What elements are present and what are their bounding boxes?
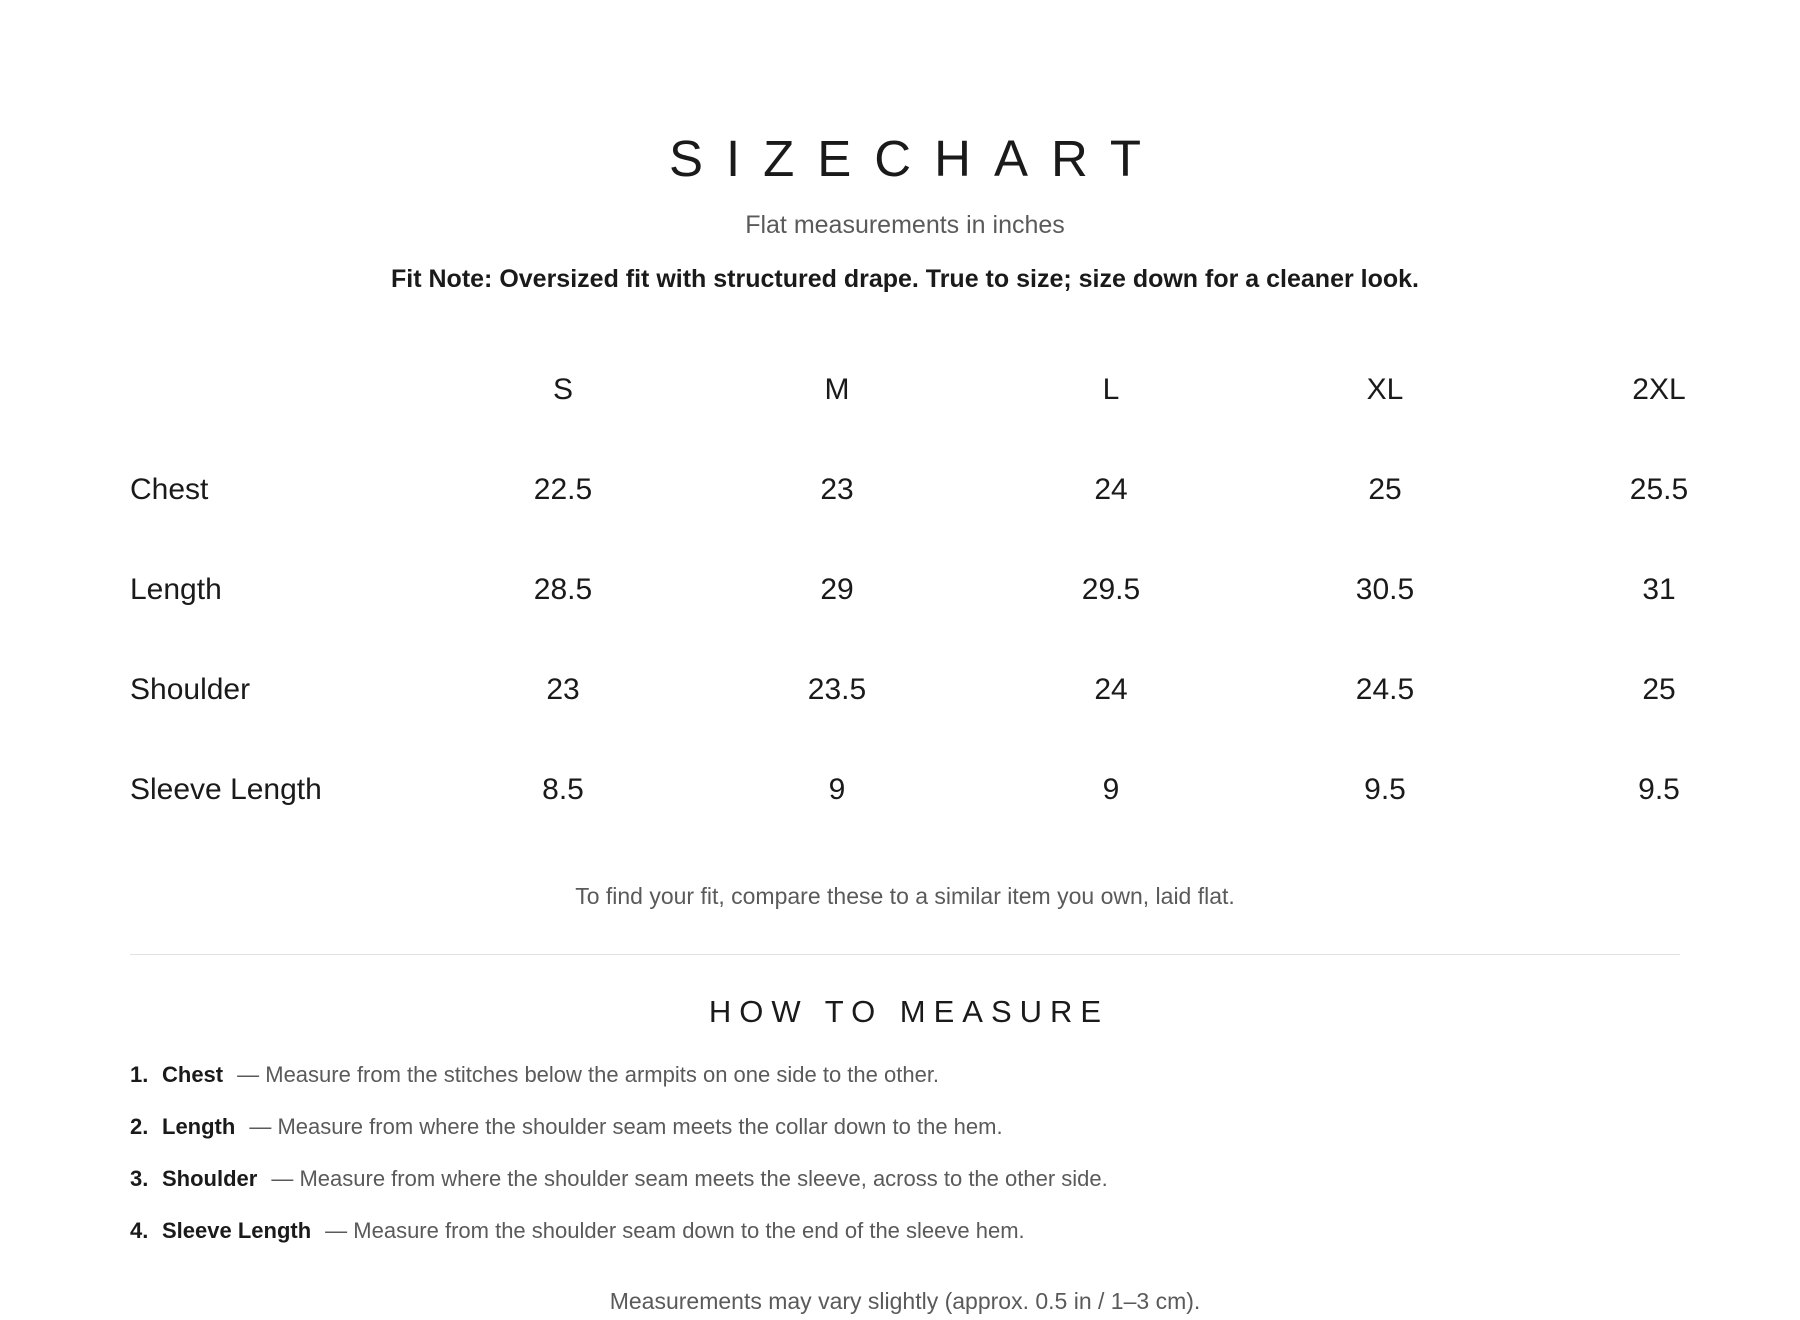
step-description: — Measure from the stitches below the armpits on one side to the other. <box>237 1062 940 1087</box>
table-cell: 25 <box>1642 673 1676 706</box>
how-to-measure-title: HOW TO MEASURE <box>708 994 1110 1029</box>
step-number: 1. <box>130 1062 149 1087</box>
table-cell: 29 <box>820 573 854 606</box>
table-cell: 23 <box>546 673 580 706</box>
measure-step-length <box>130 1112 1003 1142</box>
row-label-shoulder: Shoulder <box>130 673 251 706</box>
table-cell: 8.5 <box>542 773 584 806</box>
step-term: Shoulder <box>162 1166 258 1191</box>
measure-step-shoulder <box>130 1164 1108 1194</box>
size-table <box>130 340 1689 840</box>
table-cell: 23.5 <box>807 673 867 706</box>
step-description: — Measure from the shoulder seam down to the end of the sleeve hem. <box>325 1218 1025 1243</box>
size-header-s: S <box>552 373 573 406</box>
measurement-disclaimer: Measurements may vary slightly (approx. 0.5 in / 1–3 cm). <box>609 1288 1201 1314</box>
table-cell: 9.5 <box>1638 773 1680 806</box>
step-number: 2. <box>130 1114 149 1139</box>
table-cell: 30.5 <box>1355 573 1415 606</box>
table-cell: 24 <box>1094 473 1128 506</box>
page-title: SIZECHART <box>668 130 1165 187</box>
table-cell: 24 <box>1094 673 1128 706</box>
measure-step-chest <box>130 1060 939 1090</box>
table-cell: 24.5 <box>1355 673 1415 706</box>
page-subtitle: Flat measurements in inches <box>745 211 1065 239</box>
section-divider <box>130 954 1680 955</box>
row-label-sleeve-length: Sleeve Length <box>130 773 322 806</box>
fit-comparison-note: To find your fit, compare these to a similar item you own, laid flat. <box>575 883 1235 909</box>
size-header-xl: XL <box>1366 373 1404 406</box>
step-term: Length <box>162 1114 236 1139</box>
table-cell: 9 <box>1102 773 1120 806</box>
fit-note: Fit Note: Oversized fit with structured drape. True to size; size down for a cleaner look. <box>391 265 1419 293</box>
size-chart-page <box>130 0 1689 1320</box>
step-description: — Measure from where the shoulder seam meets the collar down to the hem. <box>249 1114 1003 1139</box>
step-term: Sleeve Length <box>162 1218 312 1243</box>
size-header-l: L <box>1102 373 1120 406</box>
table-cell: 25 <box>1368 473 1402 506</box>
table-cell: 31 <box>1642 573 1676 606</box>
table-cell: 9 <box>828 773 846 806</box>
table-cell: 23 <box>820 473 854 506</box>
table-cell: 28.5 <box>533 573 593 606</box>
size-header-2xl: 2XL <box>1632 373 1686 406</box>
step-number: 3. <box>130 1166 149 1191</box>
step-description: — Measure from where the shoulder seam meets the sleeve, across to the other side. <box>271 1166 1108 1191</box>
row-label-chest: Chest <box>130 473 209 506</box>
table-cell: 25.5 <box>1629 473 1689 506</box>
step-term: Chest <box>162 1062 224 1087</box>
table-cell: 22.5 <box>533 473 593 506</box>
table-cell: 29.5 <box>1081 573 1141 606</box>
size-header-m: M <box>824 373 850 406</box>
row-label-length: Length <box>130 573 222 606</box>
table-cell: 9.5 <box>1364 773 1406 806</box>
step-number: 4. <box>130 1218 149 1243</box>
measure-step-sleeve-length <box>130 1216 1025 1246</box>
